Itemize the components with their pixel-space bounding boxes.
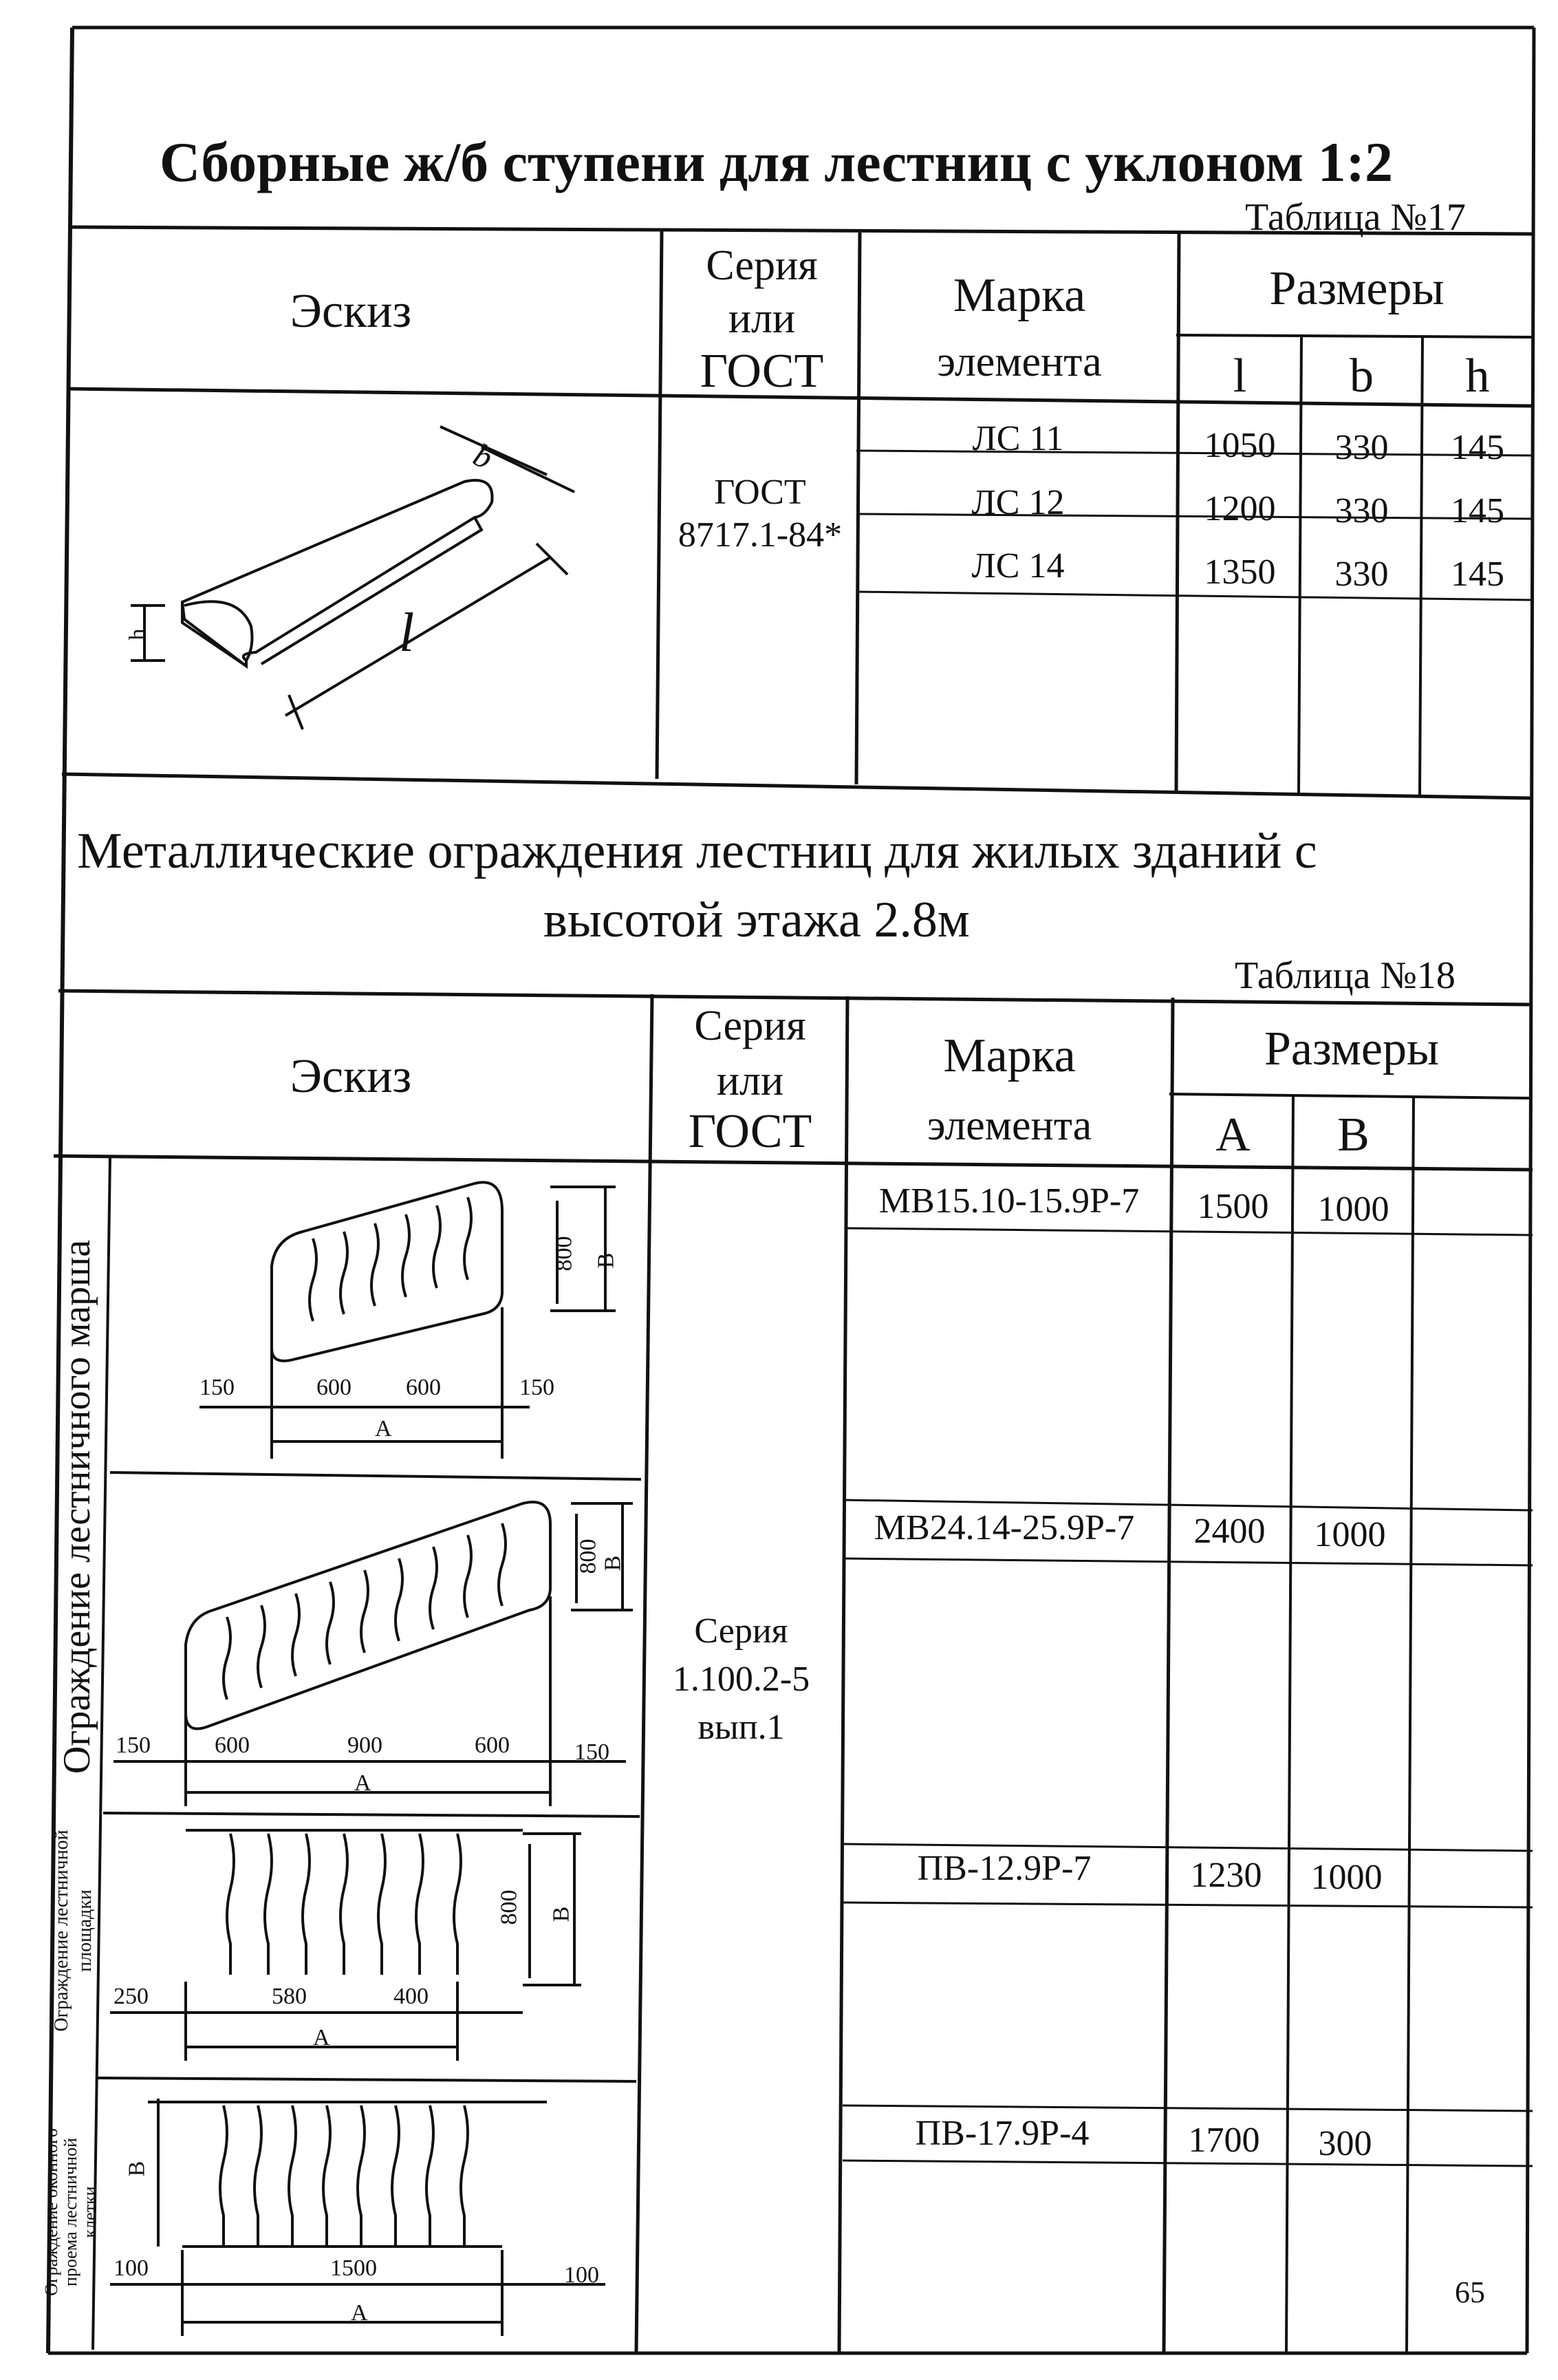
t17-row2-l: 1200 <box>1204 489 1276 528</box>
s1-dim-150-right: 150 <box>519 1375 554 1400</box>
t18-header-series-2: или <box>716 1058 784 1104</box>
page-number: 65 <box>1455 2275 1485 2309</box>
t18-series-2: 1.100.2-5 <box>672 1660 810 1699</box>
t17-row2-b: 330 <box>1334 491 1389 530</box>
s1-dim-600-1: 600 <box>316 1375 351 1400</box>
s2-dim-150-left: 150 <box>116 1733 151 1758</box>
t18-header-series-1: Серия <box>694 1003 806 1049</box>
t18-row2-b: 1000 <box>1314 1515 1386 1554</box>
table17-heading: Сборные ж/б ступени для лестниц с уклоном 1:2 <box>160 131 1394 193</box>
t17-row1-l: 1050 <box>1204 426 1276 465</box>
t17-header-b: b <box>1350 350 1374 403</box>
t17-header-series-2: или <box>728 295 796 342</box>
s3-dim-a: A <box>313 2025 330 2050</box>
t17-row1-h: 145 <box>1451 428 1504 467</box>
t17-header-h: h <box>1465 350 1490 403</box>
table17-label: Таблица №17 <box>1245 196 1466 239</box>
t17-header-sizes: Размеры <box>1269 262 1445 315</box>
table18-heading-2: высотой этажа 2.8м <box>543 892 970 948</box>
t18-header-series-3: ГОСТ <box>688 1105 812 1158</box>
s3-dim-400: 400 <box>393 1984 429 2009</box>
t17-row1-mark: ЛС 11 <box>972 419 1064 458</box>
t18-row4-mark: ПВ-17.9Р-4 <box>915 2114 1090 2153</box>
s4-dim-b: B <box>124 2161 150 2177</box>
t17-row2-h: 145 <box>1451 491 1504 530</box>
s2-dim-150-right: 150 <box>574 1739 609 1765</box>
t17-row1-b: 330 <box>1334 428 1389 467</box>
s3-dim-b: B <box>548 1906 574 1922</box>
side-label-landing-1: Ограждение лестничной <box>51 1830 72 2032</box>
s4-dim-100-right: 100 <box>564 2262 599 2288</box>
t18-series-3: вып.1 <box>697 1708 785 1747</box>
s2-dim-b: B <box>600 1555 626 1572</box>
t18-row3-mark: ПВ-12.9Р-7 <box>917 1849 1092 1888</box>
table18-label: Таблица №18 <box>1235 954 1456 997</box>
t18-row4-b: 300 <box>1318 2124 1372 2163</box>
s1-dim-b: B <box>593 1252 619 1269</box>
t18-header-b: B <box>1337 1108 1370 1161</box>
t17-row3-h: 145 <box>1451 555 1504 594</box>
s1-dim-600-2: 600 <box>406 1375 441 1400</box>
t18-row1-mark: МВ15.10-15.9Р-7 <box>878 1181 1140 1221</box>
s1-dim-150-left: 150 <box>199 1375 235 1400</box>
t18-header-sizes: Размеры <box>1264 1022 1440 1075</box>
s3-dim-580: 580 <box>272 1984 307 2009</box>
s4-dim-1500: 1500 <box>330 2255 377 2281</box>
s2-dim-800: 800 <box>575 1539 601 1574</box>
side-label-landing-2: площадки <box>74 1889 96 1972</box>
s4-dim-100-left: 100 <box>113 2255 149 2281</box>
t18-row1-b: 1000 <box>1317 1190 1389 1229</box>
t18-header-sketch: Эскиз <box>290 1050 412 1103</box>
t18-row3-a: 1230 <box>1190 1856 1262 1895</box>
t18-header-a: A <box>1215 1108 1251 1161</box>
t17-header-sketch: Эскиз <box>290 285 412 338</box>
t18-row3-b: 1000 <box>1310 1858 1383 1897</box>
t17-header-mark-1: Марка <box>953 269 1086 322</box>
s1-dim-a: A <box>375 1416 392 1441</box>
t18-row2-a: 2400 <box>1193 1512 1266 1551</box>
sketch17-l-label: l <box>399 603 415 663</box>
sketch17-b-label: b <box>468 436 499 477</box>
t18-row4-a: 1700 <box>1188 2121 1260 2160</box>
t17-header-mark-2: элемента <box>937 339 1102 385</box>
s2-dim-600-2: 600 <box>475 1733 510 1758</box>
s4-dim-a: A <box>351 2300 368 2326</box>
s2-dim-900: 900 <box>347 1733 382 1758</box>
s2-dim-600-1: 600 <box>215 1733 250 1758</box>
side-label-march: Ограждение лестничного марша <box>56 1239 98 1775</box>
t17-header-l: l <box>1233 350 1247 403</box>
s1-dim-800: 800 <box>551 1236 577 1272</box>
t17-header-series-3: ГОСТ <box>700 345 824 398</box>
side-label-window-2: проема лестничной <box>61 2138 80 2286</box>
t17-row3-b: 330 <box>1334 555 1389 594</box>
t17-row2-mark: ЛС 12 <box>971 483 1065 522</box>
t18-row2-mark: МВ24.14-25.9Р-7 <box>874 1508 1135 1547</box>
t18-row1-a: 1500 <box>1197 1187 1269 1226</box>
t17-row3-l: 1350 <box>1204 553 1276 592</box>
side-label-window-1: Ограждение оконного <box>41 2128 61 2296</box>
s2-dim-a: A <box>354 1770 371 1796</box>
t18-header-mark-1: Марка <box>943 1029 1076 1082</box>
s3-dim-250: 250 <box>113 1984 149 2009</box>
t17-row3-mark: ЛС 14 <box>971 546 1065 586</box>
t18-header-mark-2: элемента <box>927 1102 1092 1149</box>
table18-heading-1: Металлические ограждения лестниц для жилых зданий с <box>77 823 1317 879</box>
t17-header-series-1: Серия <box>706 242 818 289</box>
s3-dim-800: 800 <box>496 1889 522 1925</box>
sketch17-h-label: h <box>125 628 151 641</box>
t17-series-2: 8717.1-84* <box>678 515 843 555</box>
side-label-window-3: клетки <box>80 2186 100 2238</box>
t18-series-1: Серия <box>694 1611 788 1651</box>
t17-series-1: ГОСТ <box>714 473 806 512</box>
